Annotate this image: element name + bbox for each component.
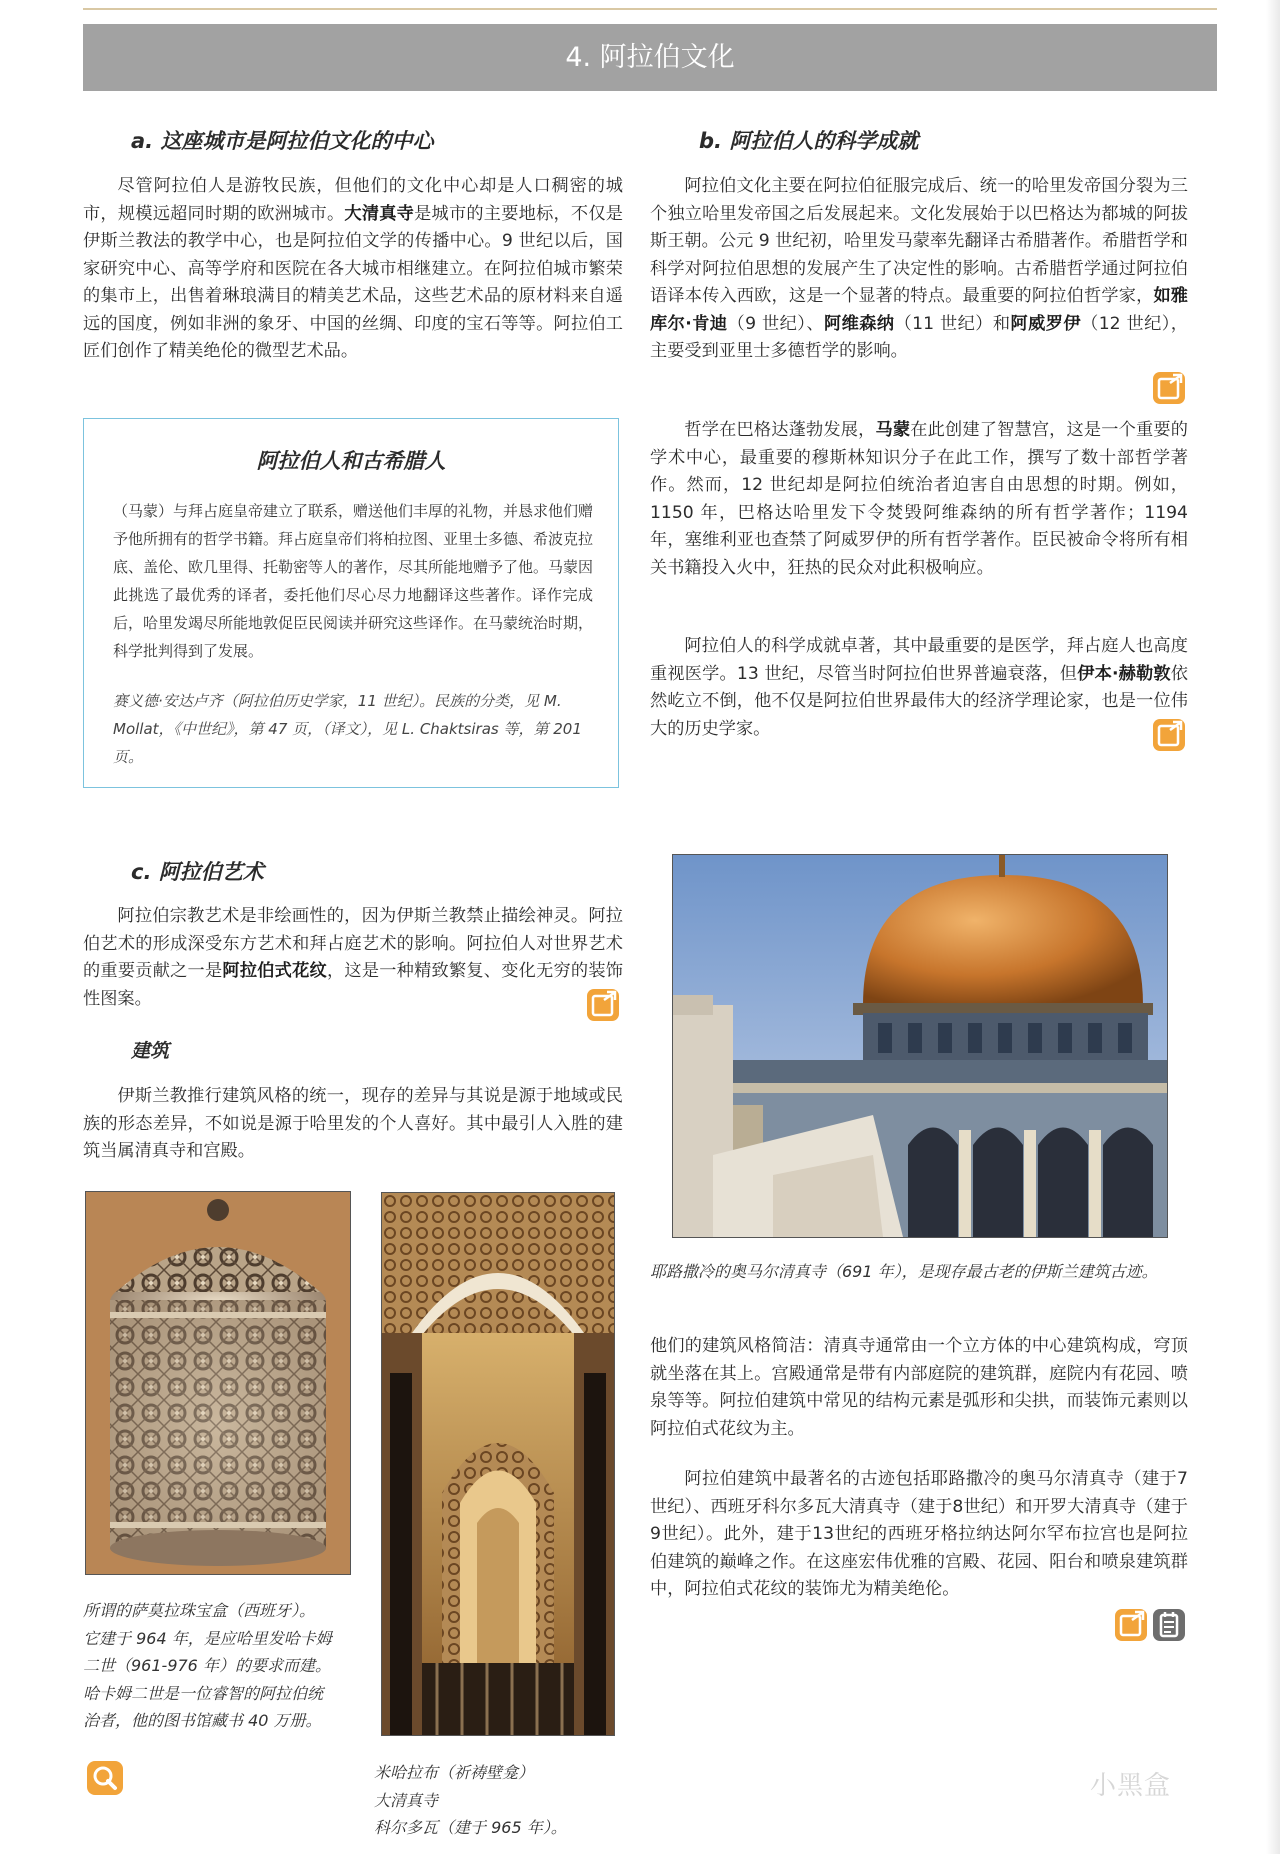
quote-box-title: 阿拉伯人和古希腊人 bbox=[256, 449, 446, 473]
dome-of-the-rock-image bbox=[672, 854, 1168, 1238]
heading-c: c. 阿拉伯艺术 bbox=[131, 860, 264, 884]
section-banner bbox=[83, 24, 1217, 91]
mihrab-caption: 米哈拉布（祈祷壁龛） 大清真寺 科尔多瓦（建于 965 年）。 bbox=[374, 1763, 567, 1837]
note-icon[interactable] bbox=[1114, 1608, 1148, 1642]
page-edge-shadow bbox=[1266, 0, 1280, 1854]
note-icon[interactable] bbox=[1152, 718, 1186, 752]
mihrab-cordoba-image bbox=[381, 1192, 615, 1736]
search-icon[interactable] bbox=[86, 1760, 124, 1796]
heading-a: a. 这座城市是阿拉伯文化的中心 bbox=[131, 129, 434, 153]
paragraph-b3: 阿拉伯人的科学成就卓著，其中最重要的是医学，拜占庭人也高度重视医学。13 世纪，尽管当时阿拉伯世界普遍衰落，但伊本·赫勒敦依然屹立不倒，他不仅是阿拉伯世界最伟大的经济学理论家，也是一位伟大的历史学家。 bbox=[650, 636, 1188, 739]
pyxis-caption: 所谓的萨莫拉珠宝盒（西班牙）。 它建于 964 年，是应哈里发哈卡姆 二世（961-976 年）的要求而建。 哈卡姆二世是一位睿智的阿拉伯统 治者，他的图书馆藏书 40 万册。 bbox=[83, 1601, 332, 1730]
quote-box-source: 赛义德·安达卢齐（阿拉伯历史学家，11 世纪）。民族的分类，见 M. Mollat，《中世纪》，第 47 页，（译文），见 L. Chaktsiras 等，第 201 页。 bbox=[113, 692, 582, 766]
paragraph-c1: 阿拉伯宗教艺术是非绘画性的，因为伊斯兰教禁止描绘神灵。阿拉伯艺术的形成深受东方艺术和拜占庭艺术的影响。阿拉伯人对世界艺术的重要贡献之一是阿拉伯式花纹，这是一种精致繁复、变化无穷的装饰性图案。 bbox=[83, 906, 623, 1009]
quote-box-text: （马蒙）与拜占庭皇帝建立了联系，赠送他们丰厚的礼物，并恳求他们赠予他所拥有的哲学书籍。拜占庭皇帝们将柏拉图、亚里士多德、希波克拉底、盖伦、欧几里得、托勒密等人的著作，尽其所能地赠予了他。马蒙因此挑选了最优秀的译者，委托他们尽心尽力地翻译这些著作。译作完成后，哈里发竭尽所能地敦促臣民阅读并研究这些译作。在马蒙统治时期，科学批判得到了发展。 bbox=[113, 502, 594, 660]
note-icon[interactable] bbox=[586, 988, 620, 1022]
architecture-paragraph-2: 阿拉伯建筑中最著名的古迹包括耶路撒冷的奥马尔清真寺（建于7世纪）、西班牙科尔多瓦大清真寺（建于8世纪）和开罗大清真寺（建于9世纪）。此外，建于13世纪的西班牙格拉纳达阿尔罕布拉宫也是阿拉伯建筑的巅峰之作。在这座宏伟优雅的宫殿、花园、阳台和喷泉建筑群中，阿拉伯式花纹的装饰尤为精美绝伦。 bbox=[650, 1469, 1188, 1599]
paragraph-b1: 阿拉伯文化主要在阿拉伯征服完成后、统一的哈里发帝国分裂为三个独立哈里发帝国之后发展起来。文化发展始于以巴格达为都城的阿拔斯王朝。公元 9 世纪初，哈里发马蒙率先翻译古希腊著作。希腊哲学和科学对阿拉伯思想的发展产生了决定性的影响。古希腊哲学通过阿拉伯语译本传入西欧，这是一个显著的特点。最重要的阿拉伯哲学家，如雅库尔·肯迪（9 世纪）、阿维森纳（11 世纪）和阿威罗伊（12 世纪），主要受到亚里士多德哲学的影响。 bbox=[650, 176, 1188, 361]
top-rule bbox=[83, 8, 1217, 10]
paragraph-a1: 尽管阿拉伯人是游牧民族，但他们的文化中心却是人口稠密的城市，规模远超同时期的欧洲城市。大清真寺是城市的主要地标，不仅是伊斯兰教法的教学中心，也是阿拉伯文学的传播中心。9 世纪以后，国家研究中心、高等学府和医院在各大城市相继建立。在阿拉伯城市繁荣的集市上，出售着琳琅满目的精美艺术品，这些艺术品的原材料来自遥远的国度，例如非洲的象牙、中国的丝绸、印度的宝石等等。阿拉伯工匠们创作了精美绝伦的微型艺术品。 bbox=[83, 176, 623, 361]
note-icon[interactable] bbox=[1152, 371, 1186, 405]
book-icon[interactable] bbox=[1152, 1608, 1186, 1642]
banner-title: 4. 阿拉伯文化 bbox=[565, 42, 735, 73]
heading-b: b. 阿拉伯人的科学成就 bbox=[699, 129, 919, 153]
subheading-architecture: 建筑 bbox=[131, 1040, 170, 1062]
quote-box bbox=[83, 418, 619, 788]
watermark-logo: 小黑盒 bbox=[1090, 1771, 1172, 1801]
paragraph-b2: 哲学在巴格达蓬勃发展，马蒙在此创建了智慧宫，这是一个重要的学术中心，最重要的穆斯林知识分子在此工作，撰写了数十部哲学著作。然而，12 世纪却是阿拉伯统治者迫害自由思想的时期。例如，1150 年，巴格达哈里发下令焚毁阿维森纳的所有哲学著作；1194 年，塞维利亚也查禁了阿威罗伊的所有哲学著作。臣民被命令将所有相关书籍投入火中，狂热的民众对此积极响应。 bbox=[650, 420, 1188, 578]
architecture-paragraph-1: 他们的建筑风格简洁：清真寺通常由一个立方体的中心建筑构成，穹顶就坐落在其上。宫殿通常是带有内部庭院的建筑群，庭院内有花园、喷泉等等。阿拉伯建筑中常见的结构元素是弧形和尖拱，而装饰元素则以阿拉伯式花纹为主。 bbox=[650, 1336, 1188, 1439]
pyxis-of-al-mughira-image bbox=[85, 1191, 351, 1575]
paragraph-c2: 伊斯兰教推行建筑风格的统一，现存的差异与其说是源于地域或民族的形态差异，不如说是源于哈里发的个人喜好。其中最引人入胜的建筑当属清真寺和宫殿。 bbox=[83, 1086, 623, 1161]
dome-caption: 耶路撒冷的奥马尔清真寺（691 年），是现存最古老的伊斯兰建筑古迹。 bbox=[650, 1262, 1158, 1281]
